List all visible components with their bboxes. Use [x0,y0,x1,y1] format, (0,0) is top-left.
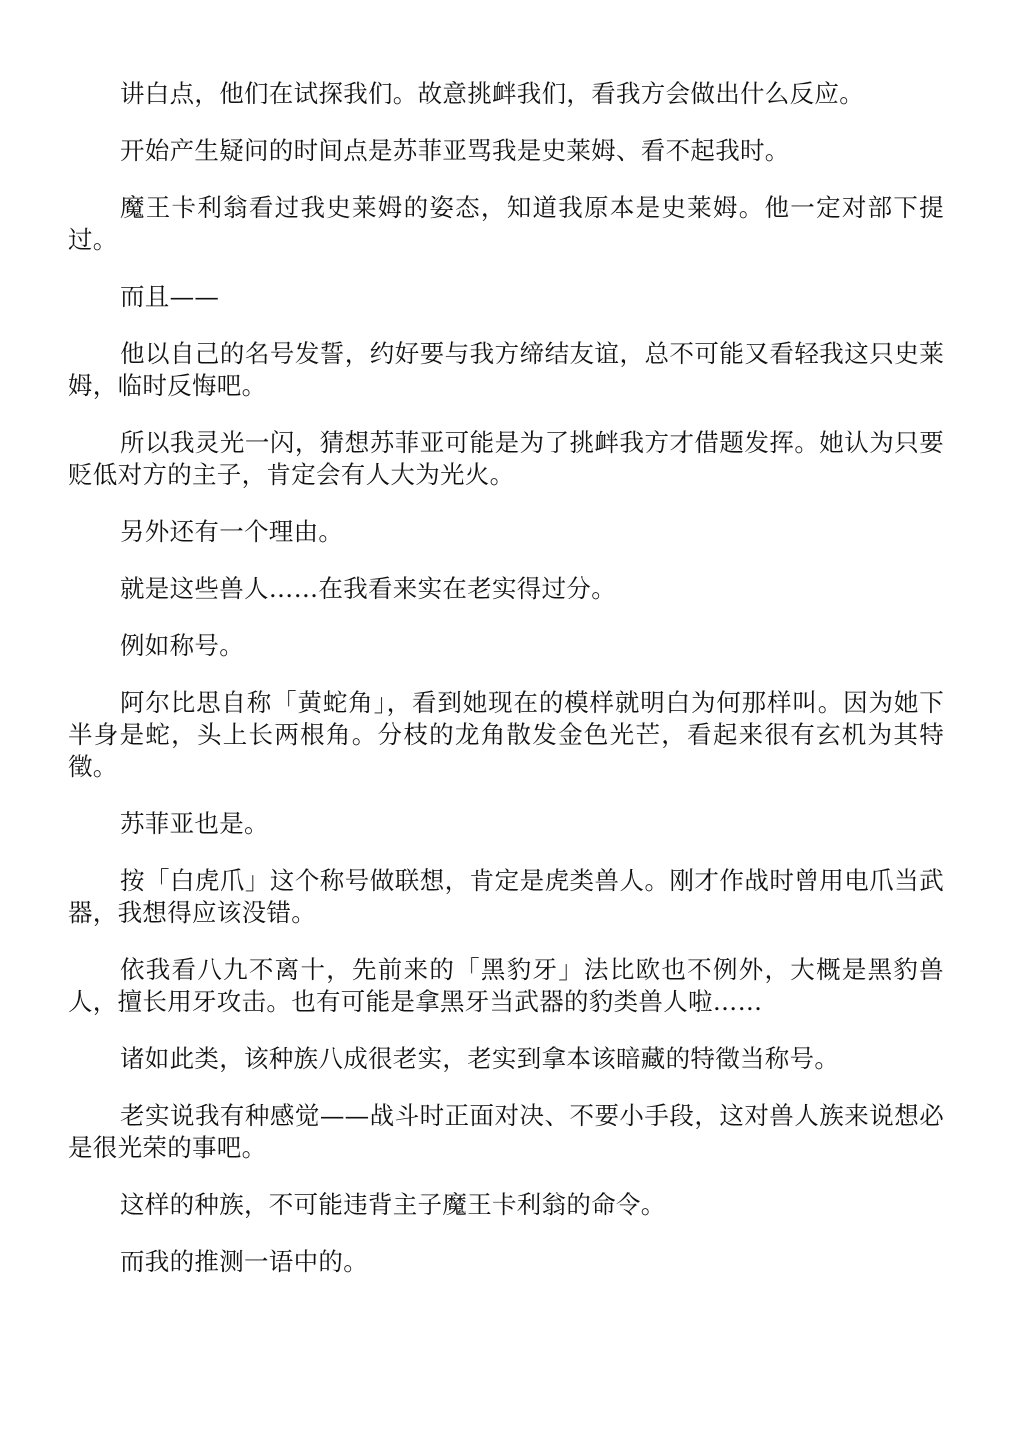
paragraph: 依我看八九不离十，先前来的「黑豹牙」法比欧也不例外，大概是黑豹兽人，擅长用牙攻击。也有可能是拿黑牙当武器的豹类兽人啦…… [68,955,944,1016]
paragraph: 阿尔比思自称「黄蛇角」，看到她现在的模样就明白为何那样叫。因为她下半身是蛇，头上长两根角。分枝的龙角散发金色光芒，看起来很有玄机为其特徵。 [68,688,944,781]
paragraph: 老实说我有种感觉——战斗时正面对决、不要小手段，这对兽人族来说想必是很光荣的事吧。 [68,1101,944,1162]
paragraph: 另外还有一个理由。 [120,517,344,546]
paragraph: 诸如此类，该种族八成很老实，老实到拿本该暗藏的特徵当称号。 [120,1044,840,1073]
paragraph: 而且—— [120,282,220,311]
paragraph: 苏菲亚也是。 [120,809,269,838]
paragraph: 例如称号。 [120,631,244,660]
paragraph: 他以自己的名号发誓，约好要与我方缔结友谊，总不可能又看轻我这只史莱姆，临时反悔吧。 [68,339,944,400]
document-body [68,78,944,1303]
paragraph: 讲白点，他们在试探我们。故意挑衅我们，看我方会做出什么反应。 [120,79,864,108]
paragraph: 所以我灵光一闪，猜想苏菲亚可能是为了挑衅我方才借题发挥。她认为只要贬低对方的主子，肯定会有人大为光火。 [68,428,944,489]
paragraph: 魔王卡利翁看过我史莱姆的姿态，知道我原本是史莱姆。他一定对部下提过。 [68,193,944,254]
paragraph: 这样的种族，不可能违背主子魔王卡利翁的命令。 [120,1190,666,1219]
paragraph: 开始产生疑问的时间点是苏菲亚骂我是史莱姆、看不起我时。 [120,136,790,165]
paragraph: 而我的推测一语中的。 [120,1247,368,1276]
paragraph: 按「白虎爪」这个称号做联想，肯定是虎类兽人。刚才作战时曾用电爪当武器，我想得应该没错。 [68,866,944,927]
paragraph: 就是这些兽人……在我看来实在老实得过分。 [120,574,616,603]
